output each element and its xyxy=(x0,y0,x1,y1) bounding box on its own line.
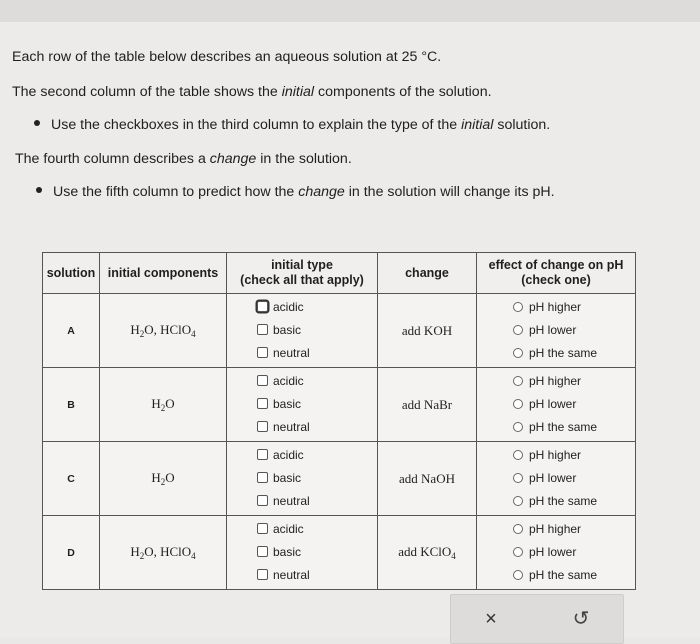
initial-components xyxy=(100,442,227,516)
intro-line-3-pre: The fourth column describes a xyxy=(15,151,210,167)
intro-bullet-1-em: initial xyxy=(461,117,494,133)
intro-line-3-em: change xyxy=(209,151,257,167)
type-option-basic[interactable] xyxy=(227,467,377,490)
option-label: basic xyxy=(273,545,302,559)
type-option-basic[interactable] xyxy=(227,319,377,342)
option-label: neutral xyxy=(273,420,310,434)
intro-bullet-2-em: change xyxy=(298,184,345,200)
change-text: add KOH xyxy=(401,322,453,338)
header-solution: solution xyxy=(43,253,100,294)
effect-option[interactable] xyxy=(477,467,635,490)
effect-cell xyxy=(477,442,636,516)
effect-option[interactable] xyxy=(477,296,635,319)
effect-option[interactable] xyxy=(477,393,635,416)
intro-line-2-pre: The second column of the table shows the xyxy=(12,84,282,100)
header-initial-type-line2: (check all that apply) xyxy=(240,273,364,287)
formula-part: O xyxy=(165,396,175,411)
radio-button[interactable] xyxy=(513,325,523,335)
radio-button[interactable] xyxy=(513,473,523,483)
header-effect-line2: (check one) xyxy=(521,273,591,287)
change-cell xyxy=(378,442,477,516)
radio-button[interactable] xyxy=(513,376,523,386)
option-label: basic xyxy=(273,397,302,411)
option-label: pH higher xyxy=(529,448,582,462)
type-option-neutral[interactable] xyxy=(227,416,377,439)
option-label: acidic xyxy=(273,374,304,388)
initial-components xyxy=(100,368,227,442)
table-header-row xyxy=(43,253,636,294)
solution-label: A xyxy=(43,294,100,368)
effect-option[interactable] xyxy=(477,564,635,587)
option-label: pH lower xyxy=(529,323,577,337)
effect-cell xyxy=(477,516,636,590)
radio-button[interactable] xyxy=(513,422,523,432)
option-label: pH lower xyxy=(529,545,577,559)
radio-button[interactable] xyxy=(513,547,523,557)
radio-button[interactable] xyxy=(513,302,523,312)
initial-components xyxy=(100,294,227,368)
formula-subscript: 4 xyxy=(191,551,196,561)
intro-line-2-post: components of the solution. xyxy=(314,84,492,100)
checkbox[interactable] xyxy=(257,421,268,432)
table-row xyxy=(43,516,636,590)
checkbox[interactable] xyxy=(257,546,268,557)
header-change: change xyxy=(378,253,477,294)
checkbox[interactable] xyxy=(257,472,268,483)
checkbox[interactable] xyxy=(257,347,268,358)
type-option-basic[interactable] xyxy=(227,541,377,564)
header-effect xyxy=(477,253,636,294)
effect-option[interactable] xyxy=(477,370,635,393)
option-label: basic xyxy=(273,323,302,337)
formula-part: O, HClO xyxy=(144,322,192,337)
question-page xyxy=(0,22,700,638)
initial-type-cell xyxy=(227,294,378,368)
option-label: acidic xyxy=(273,448,304,462)
intro-bullet-2-post: in the solution will change its pH. xyxy=(344,184,555,200)
intro-bullet-2-pre: Use the fifth column to predict how the xyxy=(53,184,299,200)
option-label: pH the same xyxy=(529,494,598,508)
effect-cell xyxy=(477,368,636,442)
top-band xyxy=(0,0,700,22)
option-label: pH higher xyxy=(529,522,582,536)
formula-part: O xyxy=(165,470,175,485)
type-option-acidic[interactable] xyxy=(227,296,377,319)
initial-components xyxy=(100,516,227,590)
intro-line-3-post: in the solution. xyxy=(256,151,352,167)
header-effect-line1: effect of change on pH xyxy=(488,258,624,272)
bullet-dot xyxy=(36,187,42,193)
intro-line-1 xyxy=(12,48,441,66)
effect-option[interactable] xyxy=(477,490,635,513)
checkbox[interactable] xyxy=(257,301,268,312)
checkbox[interactable] xyxy=(257,398,268,409)
formula-subscript: 4 xyxy=(451,551,456,561)
change-cell xyxy=(378,368,477,442)
intro-line-2-em: initial xyxy=(281,84,315,100)
initial-type-cell xyxy=(227,368,378,442)
formula-subscript: 2 xyxy=(160,477,166,487)
radio-button[interactable] xyxy=(513,496,523,506)
type-option-acidic[interactable] xyxy=(227,518,377,541)
change-text: add KClO xyxy=(398,544,452,559)
option-label: basic xyxy=(273,471,302,485)
option-label: neutral xyxy=(273,346,310,360)
radio-button[interactable] xyxy=(513,399,523,409)
change-text: add NaOH xyxy=(399,470,455,486)
intro-line-3 xyxy=(15,150,352,168)
formula-part: O, HClO xyxy=(144,544,192,559)
header-initial-components: initial components xyxy=(100,253,227,294)
type-option-neutral[interactable] xyxy=(227,342,377,365)
effect-option[interactable] xyxy=(477,416,635,439)
formula-subscript: 2 xyxy=(139,329,145,339)
option-label: pH higher xyxy=(529,374,582,388)
option-label: pH higher xyxy=(529,300,582,314)
option-label: neutral xyxy=(273,494,310,508)
option-label: pH the same xyxy=(529,346,598,360)
option-label: neutral xyxy=(273,568,310,582)
radio-button[interactable] xyxy=(513,570,523,580)
table-row xyxy=(43,368,636,442)
solution-label: C xyxy=(43,442,100,516)
intro-bullet-2 xyxy=(36,183,555,201)
effect-cell xyxy=(477,294,636,368)
table-row xyxy=(43,294,636,368)
effect-option[interactable] xyxy=(477,342,635,365)
option-label: pH the same xyxy=(529,420,598,434)
formula-subscript: 2 xyxy=(139,551,145,561)
checkbox[interactable] xyxy=(257,495,268,506)
change-text: add NaBr xyxy=(401,396,453,412)
option-label: pH the same xyxy=(529,568,598,582)
formula-subscript: 4 xyxy=(191,329,196,339)
effect-option[interactable] xyxy=(477,541,635,564)
undo-button[interactable]: ↺ xyxy=(572,608,590,630)
checkbox[interactable] xyxy=(257,375,268,386)
option-label: acidic xyxy=(273,522,304,536)
header-initial-type xyxy=(227,253,378,294)
intro-bullet-1-pre: Use the checkboxes in the third column to explain the type of the xyxy=(51,117,462,133)
intro-bullet-1 xyxy=(34,116,550,134)
initial-type-cell xyxy=(227,516,378,590)
checkbox[interactable] xyxy=(257,449,268,460)
clear-button[interactable]: × xyxy=(485,608,497,630)
formula-subscript: 2 xyxy=(160,403,166,413)
effect-option[interactable] xyxy=(477,444,635,467)
change-cell xyxy=(378,294,477,368)
effect-option[interactable] xyxy=(477,518,635,541)
bullet-dot xyxy=(34,120,40,126)
radio-button[interactable] xyxy=(513,348,523,358)
type-option-basic[interactable] xyxy=(227,393,377,416)
intro-line-2 xyxy=(12,83,492,101)
header-initial-type-line1: initial type xyxy=(271,258,333,272)
solution-label: D xyxy=(43,516,100,590)
intro-bullet-1-post: solution. xyxy=(493,117,551,133)
formula-part: H xyxy=(130,544,140,559)
formula-part: H xyxy=(151,470,161,485)
radio-button[interactable] xyxy=(513,524,523,534)
option-label: acidic xyxy=(273,300,304,314)
formula-part: H xyxy=(130,322,140,337)
checkbox[interactable] xyxy=(257,569,268,580)
solution-label: B xyxy=(43,368,100,442)
checkbox[interactable] xyxy=(257,523,268,534)
action-bar xyxy=(450,594,624,644)
change-cell xyxy=(378,516,477,590)
table-row xyxy=(43,442,636,516)
effect-option[interactable] xyxy=(477,319,635,342)
type-option-acidic[interactable] xyxy=(227,370,377,393)
intro-line-1-text: Each row of the table below describes an aqueous solution at 25 °C. xyxy=(12,49,442,65)
type-option-neutral[interactable] xyxy=(227,564,377,587)
radio-button[interactable] xyxy=(513,450,523,460)
checkbox[interactable] xyxy=(257,324,268,335)
option-label: pH lower xyxy=(529,471,577,485)
type-option-neutral[interactable] xyxy=(227,490,377,513)
option-label: pH lower xyxy=(529,397,577,411)
formula-part: H xyxy=(151,396,161,411)
type-option-acidic[interactable] xyxy=(227,444,377,467)
initial-type-cell xyxy=(227,442,378,516)
solutions-table xyxy=(42,252,636,590)
